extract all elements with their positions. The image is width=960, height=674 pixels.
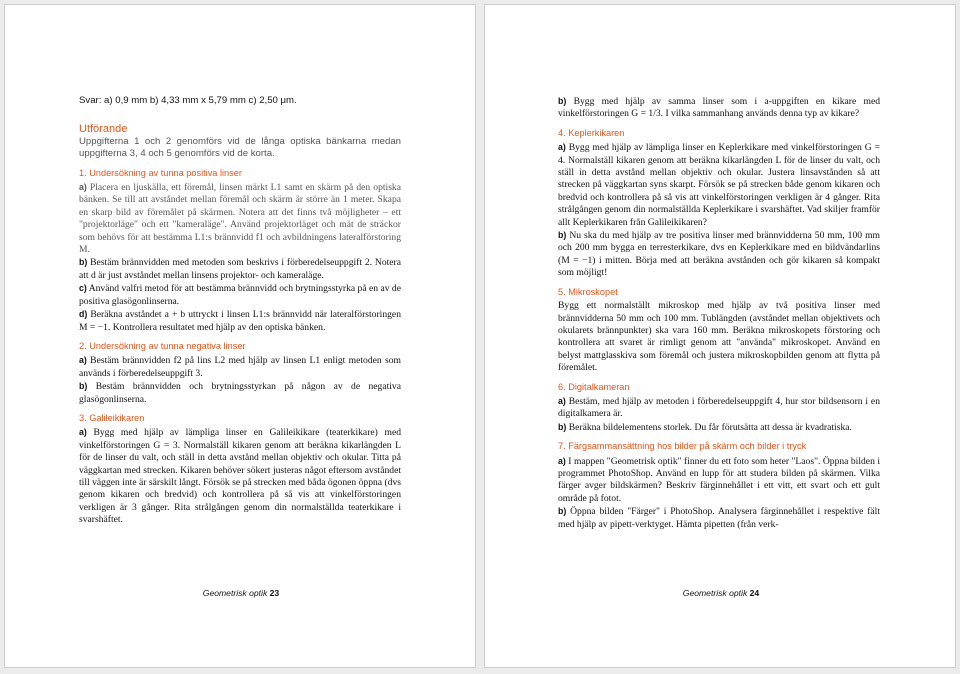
section-7-a: a) I mappen "Geometrisk optik" finner du ett foto som heter "Laos". Öppna bilden i programmet PhotoShop. Använd en lupp för att studera bilden på skärmen. Vilka färger avger bildskärmen? Beskriv färginnehållet i ett vitt, ett svart och ett gult område på fotot. bbox=[558, 455, 880, 504]
section-3-a: a) Bygg med hjälp av lämpliga linser en Galileikikare (teaterkikare) med vinkelförstoringen G = 3. Normalställ kikaren genom att beräkna kikarlängden L för de linser du valt, och ställ in detta avstånd mellan objektiv och okular. Titta på väggkartan med strecken. Kikaren behöver sökert justeras något eftersom avståndet till väggen inte är särskilt långt. Försök se på strecken med båda ögonen öppna (dvs genom kikaren och bredvid) och kontrollera på så vis att vinkelförstoringen verkligen är 3 gånger. Rita strålgången genom din normalställda teaterkikare i svarshäftet. bbox=[79, 427, 402, 526]
page-left bbox=[4, 4, 476, 668]
heading-utforande: Utförande bbox=[79, 123, 128, 136]
section-3-title: 3. Galileikikaren bbox=[79, 412, 145, 423]
page-right bbox=[484, 4, 956, 668]
section-2-a: a) Bestäm brännvidden f2 på lins L2 med hjälp av linsen L1 enligt metoden som används i förberedelseuppgift 3. bbox=[79, 355, 401, 379]
footer-title: Geometrisk optik bbox=[682, 588, 748, 598]
intro-paragraph: Uppgifterna 1 och 2 genomförs vid de långa optiska bänkarna medan uppgifterna 3, 4 och 5 genomförs vid de korta. bbox=[79, 135, 401, 160]
footer-title: Geometrisk optik bbox=[202, 588, 268, 598]
section-7-title: 7. Färgsammansättning hos bilder på skärm och bilder i tryck bbox=[558, 441, 807, 452]
answer-line: Svar: a) 0,9 mm b) 4,33 mm x 5,79 mm c) 2,50 μm. bbox=[79, 95, 297, 106]
section-7-b: b) Öppna bilden "Färger" i PhotoShop. Analysera färginnehållet i respektive fält med hjälp av pipett-verktyget. Hämta pipetten (från verk- bbox=[558, 506, 880, 530]
page-number: 24 bbox=[749, 588, 760, 598]
page-right-column bbox=[558, 95, 880, 531]
section-1-b: b) Bestäm brännvidden med metoden som beskrivs i förberedelseuppgift 2. Notera att d är just avståndet mellan linsens projektor- och kameraläge. bbox=[79, 257, 402, 281]
section-2-b: b) Bestäm brännvidden och brytningsstyrkan på någon av de negativa glasögonlinserna. bbox=[79, 381, 401, 405]
page-right-footer bbox=[485, 588, 957, 598]
page-left-footer bbox=[5, 588, 477, 598]
section-1-title: 1. Undersökning av tunna positiva linser bbox=[79, 167, 242, 178]
section-2-title: 2. Undersökning av tunna negativa linser bbox=[79, 340, 246, 351]
section-6-a: a) Bestäm, med hjälp av metoden i förberedelseuppgift 4, hur stor bildsensorn i en digitalkamera är. bbox=[558, 395, 880, 420]
section-5-title: 5. Mikroskopet bbox=[558, 286, 618, 297]
section-4-a: a) Bygg med hjälp av lämpliga linser en Keplerkikare med vinkelförstoringen G = 4. Normalställ kikaren genom att beräkna kikarlängden L för de linser du valt, och ställ in detta avstånd mellan objektiv och okular. Justera linsavstånden så att strecken på väggkartan syns skarpt. Försök se på strecken både genom kikaren och bredvid och kontrollera på så vis att vinkelförstoringen verkligen är 4 gånger. Rita strålgången genom din normalställda Keplerkikare i svarshäftet. Vad skiljer framför allt Keplerkikaren från Galileikikaren? bbox=[558, 142, 880, 228]
page-number: 23 bbox=[269, 588, 280, 598]
section-3-b: b) Bygg med hjälp av samma linser som i a-uppgiften en kikare med vinkelförstoringen G = 1/3. I vilka sammanhang används denna typ av kikare? bbox=[558, 96, 880, 120]
page-left-column bbox=[79, 95, 401, 527]
section-1-c: c) Använd valfri metod för att bestämma brännvidd och brytningsstyrka på en av de positiva glasögonlinserna. bbox=[79, 283, 401, 307]
section-4-b: b) Nu ska du med hjälp av tre positiva linser med brännvidderna 50 mm, 100 mm och 200 mm bygga en terresterkikare, dvs en Keplerkikare med en bildvändarlins (M = −1) i mitten. Börja med att beräkna avstånden och gör kikaren så kompakt som möjligt! bbox=[558, 230, 880, 279]
section-1-d: d) Beräkna avståndet a + b uttryckt i linsen L1:s brännvidd när lateralförstoringen M = −1. Kontrollera resultatet med hjälp av den optiska bänken. bbox=[79, 309, 401, 333]
section-6-b: b) Beräkna bildelementens storlek. Du får förutsätta att dessa är kvadratiska. bbox=[558, 421, 852, 433]
section-6-title: 6. Digitalkameran bbox=[558, 381, 630, 392]
section-5-text: Bygg ett normalställt mikroskop med hjälp av två positiva linser med brännvidderna 50 mm och 100 mm. Tublängden (avståndet mellan objektivets och okularets brännpunkter) ska vara 160 mm. Beräkna mikroskopets förstoring och kontrollera att svaret är rimligt genom att "använda" mikroskopet. Använd en belyst mattglasskiva som föremål och justera mikroskopbilden genom att flytta på föremålet. bbox=[558, 300, 880, 374]
section-4-title: 4. Keplerkikaren bbox=[558, 127, 625, 138]
section-1-a: a) Placera en ljuskälla, ett föremål, linsen märkt L1 samt en skärm på den optiska bänken. Se till att avståndet mellan föremål och skärm är större än 1 meter. Skapa en skarp bild av föremålet på skärmen. Notera att det finns två möjligheter – ett "projektorläge" och ett "kameraläge". Använd projektorläget och mät de sträckor som behövs för att bestämma L1:s brännvidd f1 och avbildningens lateralförstoring M. bbox=[79, 182, 401, 256]
